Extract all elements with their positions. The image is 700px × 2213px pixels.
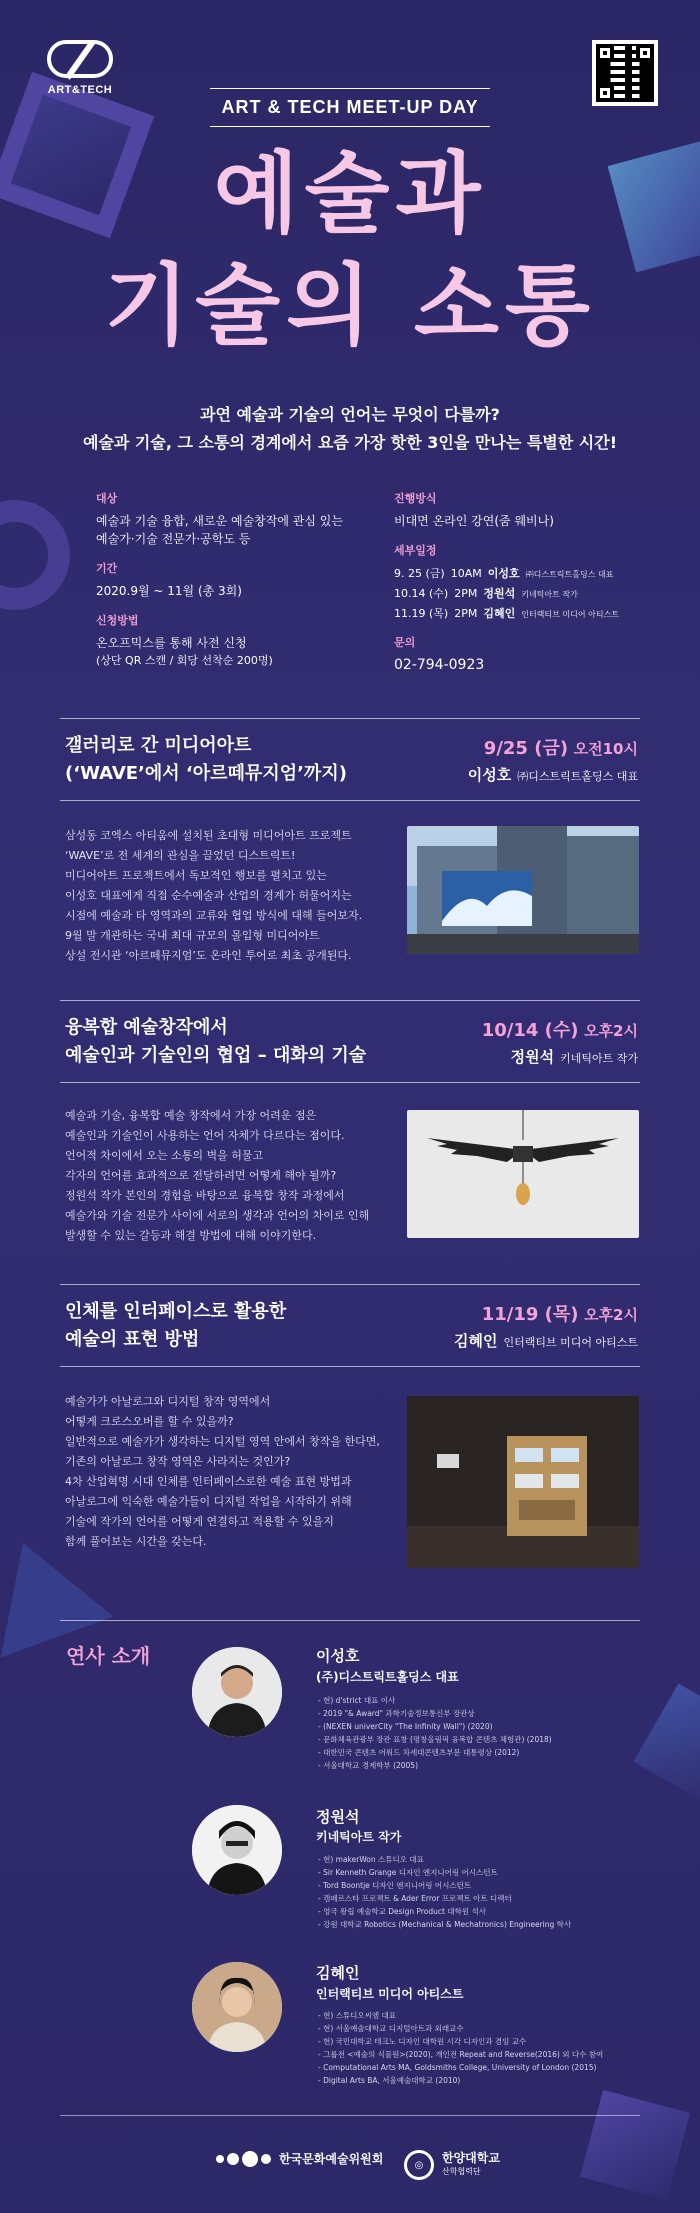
body-line: 4차 산업혁명 시대 인체를 인터페이스로한 예술 표현 방법과 [65, 1475, 352, 1488]
session1-speaker-role: ㈜디스트릭트홀딩스 대표 [517, 770, 638, 783]
university-seal-icon: ◎ [404, 2150, 434, 2180]
speaker2-bio [318, 1853, 648, 1931]
schedule-date: 11.19 (목) [394, 607, 449, 620]
session3-time: 오후2시 [584, 1306, 638, 1324]
target-label: 대상 [96, 492, 118, 505]
body-line: 9월 말 개관하는 국내 최대 규모의 몰입형 미디어아트 [65, 929, 320, 942]
session3-datetime [482, 1300, 638, 1326]
section-divider [60, 1082, 640, 1083]
schedule-speaker: 이성호 [487, 567, 520, 580]
university-name: 한양대학교 [442, 2151, 500, 2165]
bio-item: - 서울대학교 경제학부 (2005) [318, 1759, 648, 1772]
body-line: 예술인과 기술인이 사용하는 언어 자체가 다르다는 점이다. [65, 1129, 345, 1142]
session2-date: 10/14 (수) [481, 1020, 579, 1041]
body-line: 함께 풀어보는 시간을 갖는다. [65, 1535, 207, 1548]
bio-item: - 현) makerWon 스튜디오 대표 [318, 1853, 648, 1866]
arts-council-logo-icon [216, 2151, 271, 2167]
section-divider [60, 1000, 640, 1001]
session1-title-line1: 갤러리로 간 미디어아트 [65, 735, 252, 756]
apply-label: 신청방법 [96, 614, 139, 627]
bio-item: - 강원 대학교 Robotics (Mechanical & Mechatronics) Engineering 학사 [318, 1918, 648, 1931]
bio-item: - Tord Boontje 디자인 엔지니어링 어시스턴트 [318, 1879, 648, 1892]
bio-item: - 2019 "& Award" 과학기술정보통신부 장관상 [318, 1707, 648, 1720]
period-label: 기간 [96, 562, 118, 575]
apply-line2: (상단 QR 스캔 / 회당 선착순 200명) [96, 654, 273, 667]
art-tech-logo [40, 40, 120, 96]
speaker3-name: 김혜인 [316, 1964, 360, 1982]
contact-label: 문의 [394, 636, 416, 649]
speaker-intro-title: 연사 소개 [66, 1644, 151, 1668]
session1-datetime [484, 734, 638, 760]
subtitle-line2: 예술과 기술, 그 소통의 경계에서 요즘 가장 핫한 3인을 만나는 특별한 시간! [82, 433, 617, 452]
session2-title [65, 1014, 366, 1070]
target-line1: 예술과 기술 융합, 새로운 예술창작에 관심 있는 [96, 514, 343, 528]
session3-title [65, 1298, 286, 1354]
body-line: 아날로그에 익숙한 예술가들이 디지털 작업을 시작하기 위해 [65, 1495, 352, 1508]
body-line: 상설 전시관 ‘아르떼뮤지엄’도 온라인 투어로 최초 공개된다. [65, 949, 352, 962]
schedule-row [394, 584, 654, 604]
section-divider [60, 1366, 640, 1367]
schedule-speaker: 정원석 [483, 587, 516, 600]
body-line: 예술가와 기술 전문가 사이에 서로의 생각과 언어의 차이로 인해 [65, 1209, 370, 1222]
session2-speaker-role: 키네틱아트 작가 [560, 1052, 638, 1065]
body-line: 기존의 아날로그 창작 영역은 사라지는 것인가? [65, 1455, 291, 1468]
session3-speaker-name: 김혜인 [454, 1332, 498, 1350]
interactive-installation-image [407, 1396, 639, 1568]
body-line: ‘WAVE’로 전 세계의 관심을 끌었던 디스트릭트! [65, 849, 296, 862]
body-line: 어떻게 크로스오버를 할 수 있을까? [65, 1415, 234, 1428]
session2-title-line2: 예술인과 기술인의 협업 – 대화의 기술 [65, 1045, 367, 1066]
info-right-column [394, 490, 654, 674]
arts-council-name: 한국문화예술위원회 [279, 2152, 384, 2166]
university-dept: 산학협력단 [442, 2167, 481, 2176]
method-label: 진행방식 [394, 492, 437, 505]
main-title-line1: 예술과 [213, 142, 487, 245]
session3-speaker-role: 인터랙티브 미디어 아티스트 [503, 1336, 638, 1349]
session2-speaker-name: 정원석 [510, 1048, 555, 1066]
main-title-line2: 기술의 소통 [104, 254, 596, 357]
schedule-org: 인터랙티브 미디어 아티스트 [521, 610, 620, 619]
section-divider [60, 718, 640, 719]
kinetic-wings-image [407, 1110, 639, 1238]
bio-item: - Computational Arts MA, Goldsmiths College, University of London (2015) [318, 2061, 648, 2074]
body-line: 정원석 작가 본인의 경험을 바탕으로 융복합 창작 과정에서 [65, 1189, 345, 1202]
schedule-row [394, 604, 654, 624]
schedule-speaker: 김혜인 [483, 607, 516, 620]
session2-datetime [482, 1016, 638, 1042]
schedule-label: 세부일정 [394, 544, 437, 557]
target-line2: 예술가·기술 전문가·공학도 등 [96, 532, 251, 546]
session3-title-line1: 인체를 인터페이스로 활용한 [65, 1301, 287, 1322]
session2-time: 오후2시 [584, 1022, 638, 1040]
session1-speaker [468, 764, 638, 785]
bio-item: - 현) 국민대학교 테크노 디자인 대학원 시각 디자인과 겸임 교수 [318, 2035, 648, 2048]
body-line: 삼성동 코엑스 아티움에 설치된 초대형 미디어아트 프로젝트 [65, 829, 352, 842]
session1-title-line2: (‘WAVE’에서 ‘아르떼뮤지엄’까지) [65, 763, 347, 784]
session1-title [65, 732, 347, 788]
bio-item: - 영국 왕립 예술학교 Design Product 대학원 석사 [318, 1905, 648, 1918]
meetup-label: ART & TECH MEET-UP DAY [210, 88, 490, 127]
arts-council-logo [216, 2150, 383, 2167]
schedule-org: 키네틱아트 작가 [521, 590, 578, 599]
qr-code-icon[interactable] [592, 40, 658, 106]
bio-item: - 그룹전 <예술의 식물원>(2020), 개인전 Repeat and Reverse(2016) 외 다수 참여 [318, 2048, 648, 2061]
session3-description [65, 1392, 405, 1552]
method-value: 비대면 온라인 강연(줌 웨비나) [394, 514, 554, 528]
bio-item: - 대한민국 콘텐츠 어워드 차세대콘텐츠부문 대통령상 (2012) [318, 1746, 648, 1759]
session2-description [65, 1106, 405, 1246]
body-line: 언어적 차이에서 오는 소통의 벽을 허물고 [65, 1149, 264, 1162]
bio-item: - 현) d'strict 대표 이사 [318, 1694, 648, 1707]
body-line: 미디어아트 프로젝트에서 독보적인 행보를 펼치고 있는 [65, 869, 327, 882]
speaker1-role: (주)디스트릭트홀딩스 대표 [316, 1670, 459, 1684]
avatar [192, 1805, 282, 1895]
bio-item: - Sir Kenneth Grange 디자인 엔지니어링 어시스턴트 [318, 1866, 648, 1879]
speaker2-role: 키네틱아트 작가 [316, 1830, 402, 1844]
art-tech-logo-icon [47, 40, 113, 78]
schedule-time: 2PM [454, 607, 478, 620]
avatar [192, 1647, 282, 1737]
bio-item: - 문화체육관광부 장관 표창 (평창올림픽 융복합 콘텐츠 체험관) (2018) [318, 1733, 648, 1746]
apply-line1: 온오프믹스를 통해 사전 신청 [96, 636, 247, 650]
schedule-date: 10.14 (수) [394, 587, 449, 600]
speaker3-bio [318, 2009, 648, 2087]
session3-speaker [454, 1330, 638, 1351]
bio-item: - Digital Arts BA, 서울예술대학교 (2010) [318, 2074, 648, 2087]
contact-value: 02-794-0923 [394, 657, 485, 673]
session1-description [65, 826, 405, 966]
section-divider [60, 1284, 640, 1285]
speaker3-role: 인터랙티브 미디어 아티스트 [316, 1987, 464, 2001]
decorative-cube-shape [580, 2090, 690, 2200]
schedule-row [394, 564, 654, 584]
session1-time: 오전10시 [573, 740, 638, 758]
subtitle-line1: 과연 예술과 기술의 언어는 무엇이 다를까? [200, 405, 500, 424]
schedule-time: 2PM [454, 587, 478, 600]
body-line: 각자의 언어를 효과적으로 전달하려면 어떻게 해야 될까? [65, 1169, 337, 1182]
section-divider [60, 1620, 640, 1621]
bio-item: - 현) 스튜디오씨엠 대표 [318, 2009, 648, 2022]
bio-item: - 캠페르스타 프로젝트 & Ader Error 프로젝트 아트 디렉터 [318, 1892, 648, 1905]
footer-divider [60, 2115, 640, 2116]
session1-date: 9/25 (금) [483, 738, 569, 759]
body-line: 발생할 수 있는 갈등과 해결 방법에 대해 이야기한다. [65, 1229, 317, 1242]
decorative-ring-shape [0, 500, 70, 610]
section-divider [60, 800, 640, 801]
session2-speaker [511, 1046, 638, 1067]
speaker2-name: 정원석 [316, 1808, 360, 1826]
bio-item: - 현) 서울예술대학교 디지털아트과 외래교수 [318, 2022, 648, 2035]
avatar [192, 1962, 282, 2052]
session1-speaker-name: 이성호 [467, 766, 512, 784]
session3-title-line2: 예술의 표현 방법 [65, 1329, 200, 1350]
wave-media-art-image [407, 826, 639, 954]
hanyang-logo [404, 2150, 500, 2180]
schedule-time: 10AM [450, 567, 482, 580]
session2-title-line1: 융복합 예술창작에서 [65, 1017, 228, 1038]
bio-item: - (NEXEN univerCity "The Infinity Wall") (2020) [318, 1720, 648, 1733]
body-line: 일반적으로 예술가가 생각하는 디지털 영역 안에서 창작을 한다면, [65, 1435, 380, 1448]
body-line: 시점에 예술과 타 영역과의 교류와 협업 방식에 대해 들어보자. [65, 909, 363, 922]
body-line: 예술과 기술, 융복합 예술 창작에서 가장 어려운 점은 [65, 1109, 317, 1122]
schedule-org: ㈜디스트릭트홀딩스 대표 [525, 570, 614, 579]
body-line: 예술가가 아날로그와 디지털 창작 영역에서 [65, 1395, 271, 1408]
period-value: 2020.9월 ~ 11월 (총 3회) [96, 584, 242, 598]
info-left-column [96, 490, 366, 670]
body-line: 이성호 대표에게 직접 순수예술과 산업의 경계가 허물어지는 [65, 889, 352, 902]
speaker1-name: 이성호 [316, 1647, 360, 1665]
logo-text: ART&TECH [47, 84, 113, 96]
body-line: 기술에 작가의 언어를 어떻게 연결하고 적용할 수 있을지 [65, 1515, 334, 1528]
schedule-date: 9. 25 (금) [394, 567, 445, 580]
speaker1-bio [318, 1694, 648, 1772]
session3-date: 11/19 (목) [481, 1304, 579, 1325]
